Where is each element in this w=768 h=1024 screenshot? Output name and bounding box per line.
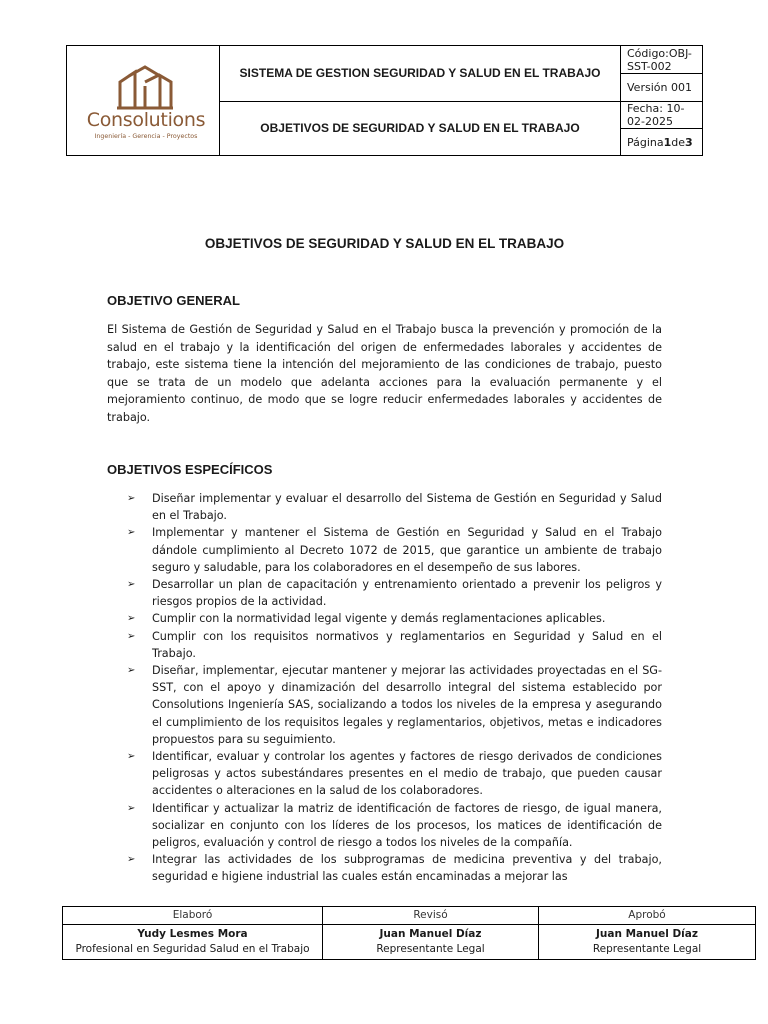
arrow-bullet-icon: ➢: [127, 751, 136, 763]
list-item: [107, 610, 662, 627]
page-number: [621, 129, 702, 155]
page-prefix: Página: [627, 135, 664, 149]
document-title: OBJETIVOS DE SEGURIDAD Y SALUD EN EL TRABAJO: [220, 102, 621, 155]
specific-objectives-heading: OBJETIVOS ESPECÍFICOS: [107, 462, 273, 477]
document-version: Versión 001: [621, 74, 702, 102]
main-title: OBJETIVOS DE SEGURIDAD Y SALUD EN EL TRABAJO: [204, 236, 565, 251]
list-item: [107, 748, 662, 800]
arrow-bullet-icon: ➢: [127, 802, 136, 814]
list-item-text: Implementar y mantener el Sistema de Gestión en Seguridad y Salud en el Trabajo dándole cumplimiento al Decreto 1072 de 2015, que garantice un ambiente de trabajo seguro y saludable, para los colaboradores en el desempeño de sus labores.: [152, 526, 662, 574]
prepared-by-cell: [63, 925, 323, 959]
arrow-bullet-icon: ➢: [127, 665, 136, 677]
approved-by-header: Aprobó: [539, 907, 755, 925]
prepared-by-role: Profesional en Seguridad Salud en el Trabajo: [75, 943, 310, 955]
list-item-text: Desarrollar un plan de capacitación y entrenamiento orientado a prevenir los peligros y riesgos propios de la actividad.: [152, 578, 662, 609]
approved-by-role: Representante Legal: [592, 943, 702, 955]
document-header-table: [66, 45, 703, 156]
arrow-bullet-icon: ➢: [127, 613, 136, 625]
reviewed-by-role: Representante Legal: [376, 943, 485, 955]
arrow-bullet-icon: ➢: [127, 493, 136, 504]
document-date: Fecha: 10-02-2025: [621, 102, 702, 129]
approved-by-name: Juan Manuel Díaz: [596, 928, 698, 940]
list-item-text: Identificar, evaluar y controlar los agentes y factores de riesgo derivados de condiciones peligrosas y actos subestándares presentes en el medio de trabajo, que pueden causar accidentes o alteraciones en la salud de los colaboradores.: [152, 750, 662, 798]
list-item: [107, 800, 662, 852]
list-item-text: Integrar las actividades de los subprogramas de medicina preventiva y del trabajo, seguridad e higiene industrial las cuales están encaminadas a mejorar las: [152, 853, 662, 884]
logo-tagline: Ingeniería - Gerencia - Proyectos: [94, 133, 198, 140]
logo-cell: [67, 46, 220, 155]
reviewed-by-header: Revisó: [323, 907, 539, 925]
page-current: 1: [663, 135, 672, 149]
arrow-bullet-icon: ➢: [127, 854, 136, 866]
list-item-text: Cumplir con la normatividad legal vigente y demás reglamentaciones aplicables.: [152, 612, 606, 626]
arrow-bullet-icon: ➢: [127, 527, 136, 539]
arrow-bullet-icon: ➢: [127, 579, 136, 591]
signature-table: [62, 906, 756, 960]
consolutions-logo-icon: [115, 64, 175, 110]
page-total: 3: [685, 135, 693, 149]
specific-objectives-list: [107, 490, 662, 886]
system-title: SISTEMA DE GESTION SEGURIDAD Y SALUD EN EL TRABAJO: [220, 46, 621, 102]
list-item-text: Diseñar implementar y evaluar el desarrollo del Sistema de Gestión en Seguridad y Salud en el Trabajo.: [152, 492, 662, 523]
logo-wordmark: Consolutions: [86, 109, 206, 131]
list-item: [107, 628, 662, 662]
page-separator: de: [671, 135, 686, 149]
list-item: [107, 662, 662, 748]
approved-by-cell: [539, 925, 755, 959]
list-item: [107, 576, 662, 610]
list-item-text: Cumplir con los requisitos normativos y reglamentarios en Seguridad y Salud en el Trabajo.: [152, 629, 662, 660]
list-item: [107, 524, 662, 576]
prepared-by-header: Elaboró: [63, 907, 323, 925]
reviewed-by-name: Juan Manuel Díaz: [379, 928, 482, 940]
general-objective-heading: OBJETIVO GENERAL: [107, 293, 240, 308]
list-item-text: Identificar y actualizar la matriz de identificación de factores de riesgo, de igual manera, socializar en conjunto con los líderes de los procesos, los matices de identificación de peligros, evaluación y control de riesgo a todos los niveles de la compañía.: [152, 801, 662, 850]
list-item: [107, 851, 662, 885]
prepared-by-name: Yudy Lesmes Mora: [137, 928, 248, 940]
reviewed-by-cell: [323, 925, 539, 959]
general-objective-text: El Sistema de Gestión de Seguridad y Salud en el Trabajo busca la prevención y promoción de la salud en el trabajo y la identificación del origen de enfermedades laborales y accidentes de trabajo, este sistema tiene la intención del mejoramiento de las condiciones de trabajo, puesto que se trata de un modelo que adelanta acciones para la evaluación permanente y el mejoramiento continuo, de modo que se logre reducir enfermedades laborales y accidentes de trabajo.: [107, 323, 662, 424]
list-item: [107, 490, 662, 524]
document-code: Código:OBJ-SST-002: [621, 46, 702, 74]
list-item-text: Diseñar, implementar, ejecutar mantener y mejorar las actividades proyectadas en el SG-SST, con el apoyo y dinamización del desarrollo integral del sistema establecido por Consolutions Ingeniería SAS, socializando a todos los niveles de la empresa y asegurando el cumplimiento de los requisitos legales y reglamentarios, objetivos, metas e indicadores propuestos para su seguimiento.: [152, 664, 662, 746]
arrow-bullet-icon: ➢: [127, 630, 136, 642]
